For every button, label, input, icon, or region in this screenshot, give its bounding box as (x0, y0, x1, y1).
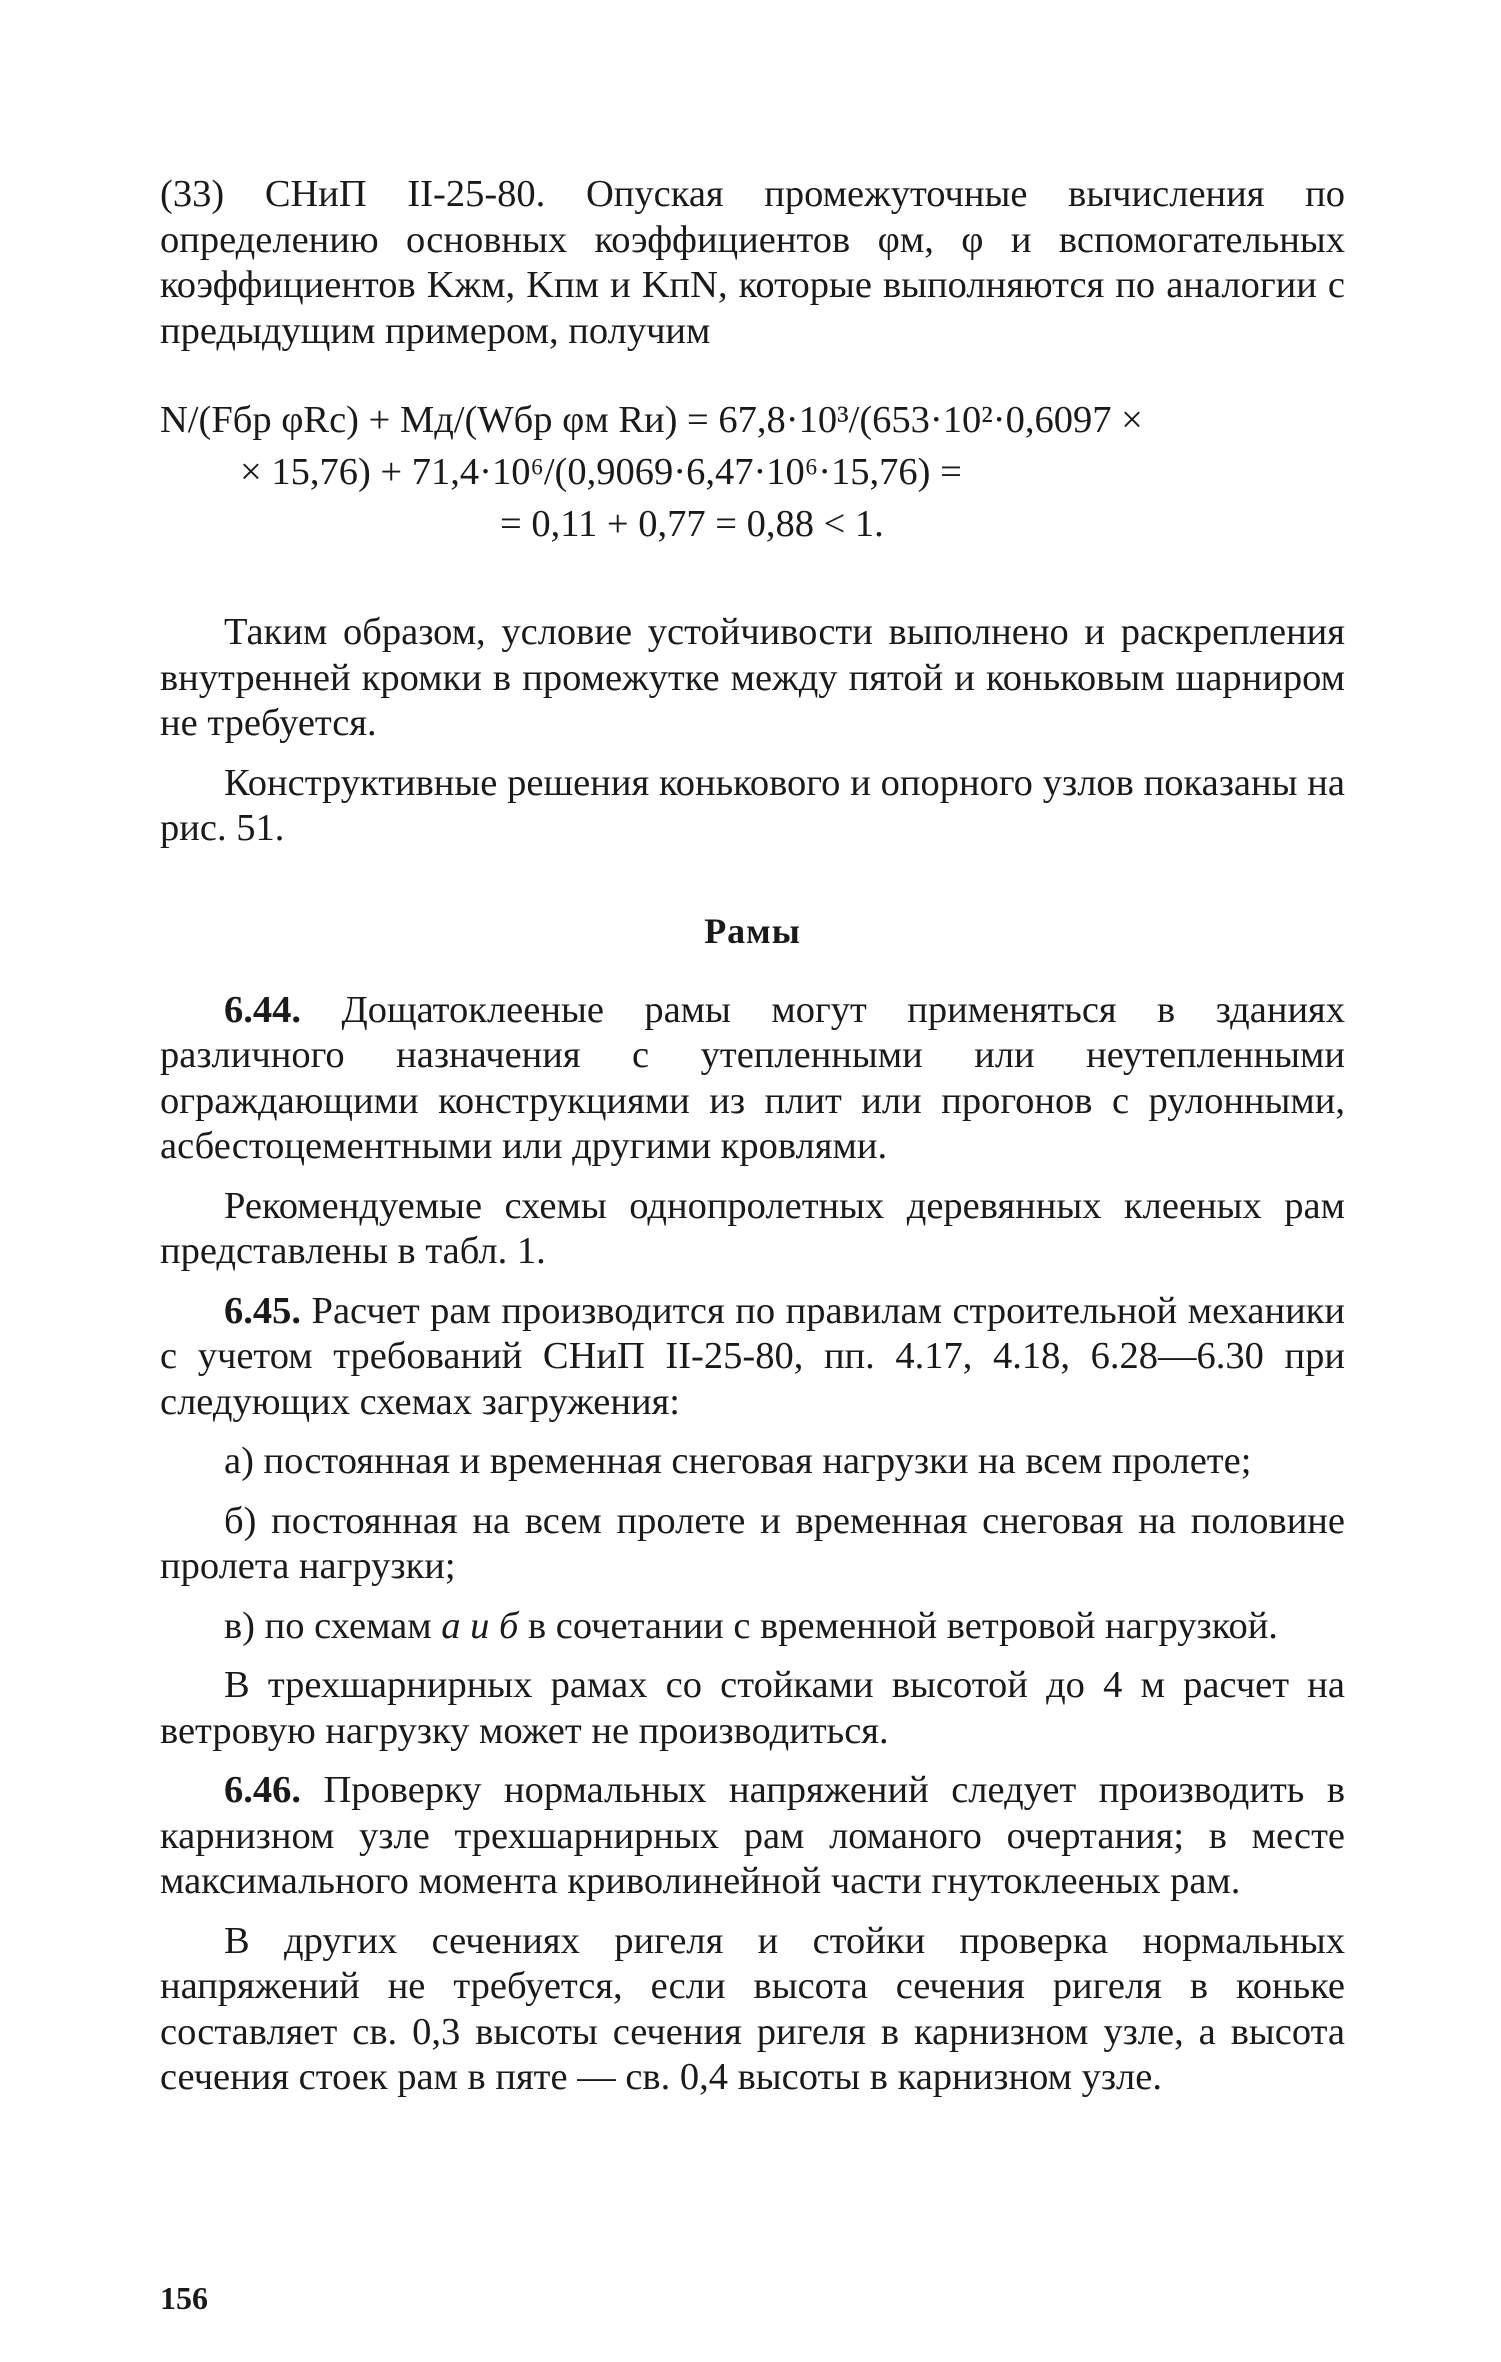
formula-line-1: N/(Fбр φRс) + Mд/(Wбр φм Rи) = 67,8·10³/(653·10²·0,6097 × (160, 399, 1143, 441)
clause-6-44-paragraph-2: Рекомендуемые схемы однопролетных деревянных клееных рам представлены в табл. 1. (160, 1184, 1345, 1272)
load-case-c: в) по схемам а и б в сочетании с временной ветровой нагрузкой. (224, 1604, 1278, 1647)
clause-6-44 (160, 988, 1345, 1170)
formula-line-3: = 0,11 + 0,77 = 0,88 < 1. (500, 503, 884, 545)
clause-6-46-paragraph-2: В других сечениях ригеля и стойки проверка нормальных напряжений не требуется, если высота сечения ригеля в коньке составляет св. 0,3 высоты сечения ригеля в карнизном узле, а высота сечения стоек рам в пяте — св. 0,4 высоты в карнизном узле. (160, 1919, 1345, 2098)
conclusion-paragraph: Таким образом, условие устойчивости выполнено и раскрепления внутренней кромки в промежутке между пятой и коньковым шарниром не требуется. (160, 611, 1345, 744)
load-case-a: а) постоянная и временная снеговая нагрузки на всем пролете; (224, 1440, 1252, 1482)
clause-text: Расчет рам производится по правилам строительной механики с учетом требований СНиП II-25-80, пп. 4.17, 4.18, 6.28—6.30 при следующих схемах загружения: (160, 1289, 1345, 1423)
clause-6-45 (160, 1289, 1345, 1426)
scheme-reference: а и б (441, 1604, 519, 1647)
clause-number: 6.45. (224, 1289, 301, 1332)
clause-number: 6.44. (224, 988, 301, 1031)
load-case-b: б) постоянная на всем пролете и временная снеговая на половине пролета нагрузки; (160, 1499, 1345, 1587)
intro-paragraph: (33) СНиП II-25-80. Опуская промежуточные вычисления по определению основных коэффициентов φм, φ и вспомогательных коэффициентов Kжм, Kпм и KпN, которые выполняются по аналогии с предыдущим примером, получим (160, 173, 1345, 352)
page-body (160, 172, 1345, 2101)
stability-formula (160, 394, 1345, 550)
clause-text: Дощатоклееные рамы могут применяться в зданиях различного назначения с утепленными или неутепленными ограждающими конструкциями из плит или прогонов с рулонными, асбестоцементными или другими кровлями. (160, 988, 1346, 1167)
clause-6-45-paragraph-2: В трехшарнирных рамах со стойками высотой до 4 м расчет на ветровую нагрузку может не производиться. (160, 1664, 1345, 1752)
clause-text: Проверку нормальных напряжений следует производить в карнизном узле трехшарнирных рам ломаного очертания; в месте максимального момента криволинейной части гнутоклееных рам. (160, 1769, 1345, 1902)
page-number: 156 (160, 2280, 208, 2316)
clause-number: 6.46. (224, 1769, 301, 1811)
section-title: Рамы (704, 910, 801, 951)
formula-line-2: × 15,76) + 71,4·10⁶/(0,9069·6,47·10⁶·15,76) = (240, 451, 962, 493)
figure-reference-paragraph: Конструктивные решения конькового и опорного узлов показаны на рис. 51. (160, 761, 1345, 849)
clause-6-46 (160, 1768, 1345, 1905)
